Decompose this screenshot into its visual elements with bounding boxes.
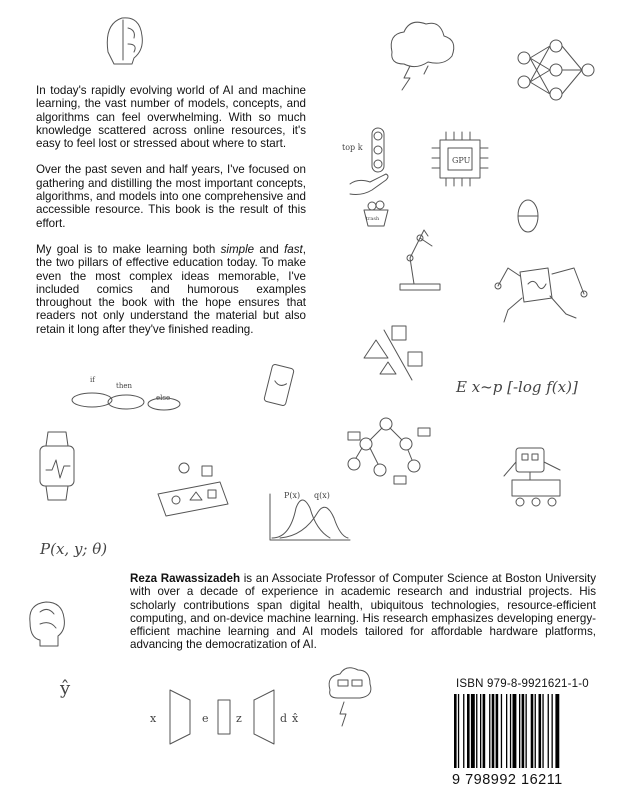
- smartwatch-icon: [40, 432, 74, 500]
- cool-cloud-icon: [329, 668, 371, 726]
- svg-text:z: z: [236, 712, 242, 725]
- cloud-icon: [391, 22, 454, 90]
- barcode-icon: [454, 694, 618, 768]
- brain-head-icon: [107, 18, 142, 64]
- isbn-barcode-block: [440, 668, 618, 800]
- svg-text:e: e: [202, 712, 209, 725]
- barcode-bar: [501, 694, 502, 768]
- distribution-plot: [270, 491, 350, 540]
- box-robot-icon: [504, 448, 560, 506]
- y-hat-symbol: [59, 678, 71, 699]
- barcode-bar: [467, 694, 470, 768]
- barcode-bar: [548, 694, 549, 768]
- barcode-bar: [513, 694, 517, 768]
- decision-flow-icon: [72, 376, 180, 410]
- barcode-digits: 9 798992 16211: [452, 772, 563, 788]
- trash-bucket-icon: [364, 201, 388, 226]
- spider-robot-icon: [495, 268, 587, 322]
- svg-text:top k: top k: [342, 143, 363, 152]
- author-name: Reza Rawassizadeh: [130, 572, 241, 585]
- barcode-bar: [535, 694, 536, 768]
- neural-network-icon: [518, 40, 594, 100]
- barcode-bar: [463, 694, 464, 768]
- barcode-bar: [492, 694, 495, 768]
- intro-p3-part-c: , the two pillars of effective education today. To make even the most complex ideas memorable, I've included comics and humorous examples throughout the book with the hope ensures that readers not only understand the material but also retain it long after they've finished reading.: [36, 242, 306, 336]
- barcode-bar: [471, 694, 475, 768]
- intro-p3-part-a: My goal is to make learning both: [36, 242, 221, 256]
- barcode-bar: [480, 694, 481, 768]
- svg-text:q(x): q(x): [314, 491, 330, 500]
- svg-text:P(x): P(x): [284, 491, 301, 500]
- author-bio: [130, 572, 596, 652]
- isbn-label: ISBN 979-8-9921621-1-0: [456, 678, 589, 690]
- svg-text:P(x, y; θ): P(x, y; θ): [40, 540, 108, 558]
- word-simple: simple: [220, 242, 255, 256]
- shapes-card-icon: [158, 463, 228, 516]
- hand-icon: [350, 174, 388, 195]
- barcode-bar: [510, 694, 511, 768]
- tree-network-icon: [348, 418, 430, 484]
- svg-text:trash: trash: [366, 216, 380, 222]
- barcode-bar: [454, 694, 457, 768]
- intro-paragraph-1: In today's rapidly evolving world of AI and machine learning, the vast number of models, concepts, and algorithms can feel overwhelming. With so much knowledge scattered across online resources, it's easy to feel lost or stressed about where to start.: [36, 84, 306, 151]
- barcode-bar: [552, 694, 553, 768]
- svg-text:if: if: [90, 376, 95, 384]
- barcode-bar: [476, 694, 477, 768]
- barcode-bar: [555, 694, 559, 768]
- intro-p3-part-b: and: [254, 242, 285, 256]
- barcode-bar: [519, 694, 520, 768]
- brain-profile-icon: [30, 602, 65, 646]
- probability-formula: [39, 540, 107, 558]
- autoencoder-diagram: [150, 690, 299, 744]
- barcode-bar: [531, 694, 534, 768]
- shape-faces-icon: [364, 326, 422, 380]
- gpu-chip-icon: [432, 132, 488, 186]
- barcode-bar: [496, 694, 499, 768]
- intro-text: [36, 84, 306, 349]
- svg-text:E x~p [-log f(x)]: E x~p [-log f(x)]: [456, 378, 578, 396]
- barcode-bar: [542, 694, 543, 768]
- svg-text:ŷ: ŷ: [60, 678, 71, 699]
- svg-text:else: else: [156, 394, 171, 402]
- phone-icon: [264, 364, 295, 406]
- top-k-icon: [342, 128, 384, 172]
- author-bio-text: is an Associate Professor of Computer Science at Boston University with over a decade of experience in academic research and industrial projects. His scholarly contributions span digital health, ubiquitous technologies, resource-efficient computing, and on-device machine learning. His research emphasizes developing energy-efficient machine learning and AI models tailored for affordable hardware platforms, advancing the democratization of AI.: [130, 572, 596, 652]
- barcode-bar: [483, 694, 486, 768]
- barcode-bar: [539, 694, 542, 768]
- svg-text:GPU: GPU: [452, 156, 471, 165]
- barcode-bar: [506, 694, 507, 768]
- robot-arm-icon: [400, 230, 440, 290]
- intro-paragraph-2: Over the past seven and half years, I've focused on gathering and distilling the most important concepts, algorithms, and models into one comprehensive and accessible resource. This book is the result of this effort.: [36, 163, 306, 230]
- svg-text:then: then: [116, 382, 132, 390]
- barcode-bar: [489, 694, 490, 768]
- word-fast: fast: [284, 242, 303, 256]
- expectation-formula: [455, 378, 578, 396]
- svg-text:x̂: x̂: [292, 712, 299, 725]
- intro-paragraph-3: [36, 243, 306, 336]
- barcode-bar: [522, 694, 525, 768]
- theta-icon: [518, 200, 538, 232]
- barcode-bar: [458, 694, 459, 768]
- svg-text:x: x: [150, 712, 157, 725]
- barcode-bar: [526, 694, 527, 768]
- svg-text:d: d: [280, 712, 288, 725]
